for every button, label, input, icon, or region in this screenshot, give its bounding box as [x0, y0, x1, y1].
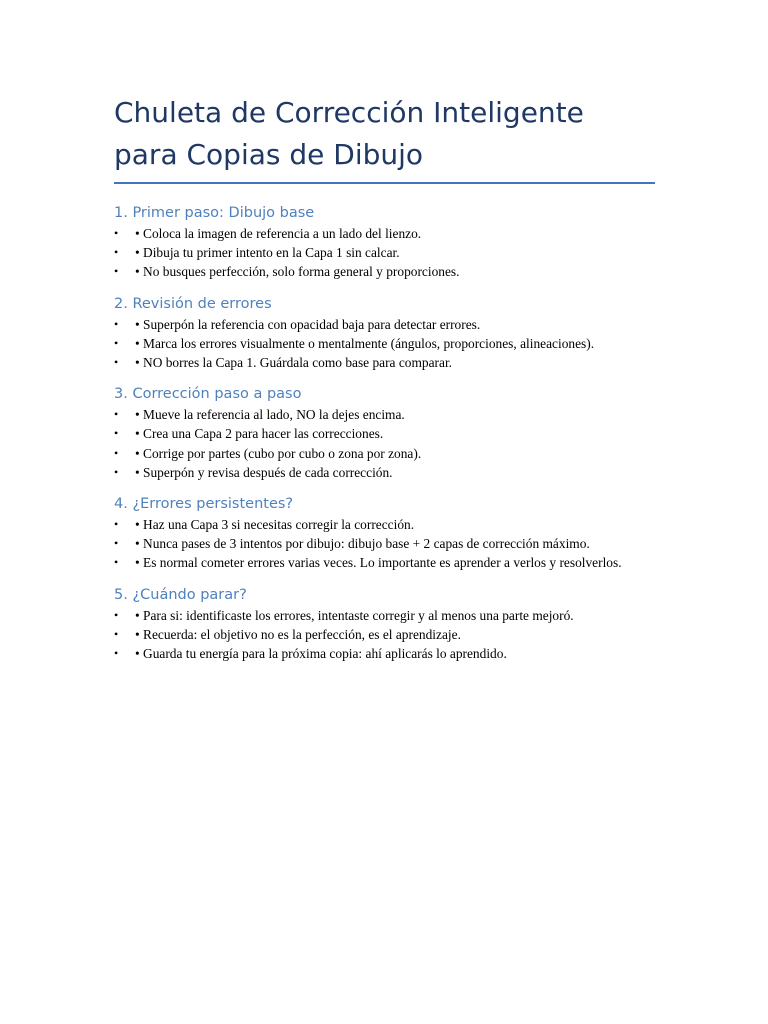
- list-item: [114, 224, 655, 243]
- section-heading: 4. ¿Errores persistentes?: [114, 496, 294, 513]
- bullet-icon: •: [114, 646, 119, 661]
- list-item: [114, 553, 655, 572]
- section-primer-paso: [114, 202, 655, 282]
- bullet-icon: •: [114, 335, 119, 350]
- bullet-icon: •: [114, 536, 119, 551]
- list-item-text: • Dibuja tu primer intento en la Capa 1 sin calcar.: [135, 245, 400, 261]
- list-item: [114, 534, 655, 553]
- section-cuando-parar: [114, 584, 655, 664]
- bullet-icon: •: [114, 245, 119, 260]
- list-item-text: • NO borres la Capa 1. Guárdala como base para comparar.: [135, 355, 453, 371]
- list-item: [114, 463, 655, 482]
- list-item-text: • Coloca la imagen de referencia a un lado del lienzo.: [135, 226, 422, 241]
- bullet-list: [114, 606, 655, 664]
- section-heading: 2. Revisión de errores: [114, 295, 272, 312]
- bullet-icon: •: [114, 626, 119, 641]
- section-heading: 3. Corrección paso a paso: [114, 386, 302, 403]
- list-item: [114, 405, 655, 424]
- list-item-text: • Guarda tu energía para la próxima copia: ahí aplicarás lo aprendido.: [135, 646, 507, 662]
- bullet-icon: •: [114, 407, 119, 422]
- bullet-list: [114, 315, 655, 373]
- list-item: [114, 315, 655, 334]
- section-heading: 1. Primer paso: Dibujo base: [114, 205, 315, 221]
- bullet-icon: •: [114, 607, 119, 622]
- list-item-text: • Marca los errores visualmente o mentalmente (ángulos, proporciones, alineaciones).: [135, 335, 595, 351]
- section-correccion-paso-a-paso: [114, 383, 655, 482]
- bullet-icon: •: [114, 264, 119, 279]
- bullet-icon: •: [114, 316, 119, 331]
- list-item-text: • Nunca pases de 3 intentos por dibujo: dibujo base + 2 capas de corrección máximo.: [135, 536, 590, 552]
- list-item: [114, 334, 655, 353]
- bullet-icon: •: [114, 555, 119, 570]
- list-item: [114, 353, 655, 372]
- list-item-text: • Es normal cometer errores varias veces. Lo importante es aprender a verlos y resolverlos.: [135, 555, 622, 571]
- bullet-icon: •: [114, 464, 119, 479]
- list-item: [114, 444, 655, 463]
- list-item-text: • Crea una Capa 2 para hacer las correcciones.: [135, 426, 384, 442]
- document-page: [114, 92, 655, 663]
- section-heading: 5. ¿Cuándo parar?: [114, 586, 247, 603]
- list-item-text: • Para si: identificaste los errores, intentaste corregir y al menos una parte mejoró.: [135, 607, 574, 623]
- list-item-text: • Superpón y revisa después de cada corrección.: [135, 464, 393, 480]
- bullet-list: [114, 405, 655, 482]
- section-errores-persistentes: [114, 493, 655, 573]
- section-revision-errores: [114, 293, 655, 373]
- list-item: [114, 424, 655, 443]
- list-item-text: • Superpón la referencia con opacidad baja para detectar errores.: [135, 316, 481, 332]
- list-item: [114, 644, 655, 663]
- bullet-icon: •: [114, 517, 119, 532]
- list-item-text: • Corrige por partes (cubo por cubo o zona por zona).: [135, 445, 422, 461]
- list-item-text: • Recuerda: el objetivo no es la perfección, es el aprendizaje.: [135, 626, 461, 642]
- list-item: [114, 625, 655, 644]
- list-item: [114, 243, 655, 262]
- bullet-list: [114, 515, 655, 573]
- list-item: [114, 262, 655, 281]
- list-item: [114, 515, 655, 534]
- bullet-list: [114, 224, 655, 282]
- list-item-text: • Haz una Capa 3 si necesitas corregir la corrección.: [135, 517, 415, 533]
- bullet-icon: •: [114, 426, 119, 441]
- document-title: Chuleta de Corrección Inteligente para Copias de Dibujo: [114, 92, 655, 184]
- list-item-text: • Mueve la referencia al lado, NO la dejes encima.: [135, 407, 405, 423]
- list-item: [114, 606, 655, 625]
- list-item-text: • No busques perfección, solo forma general y proporciones.: [135, 264, 460, 280]
- bullet-icon: •: [114, 226, 119, 240]
- bullet-icon: •: [114, 355, 119, 370]
- bullet-icon: •: [114, 445, 119, 460]
